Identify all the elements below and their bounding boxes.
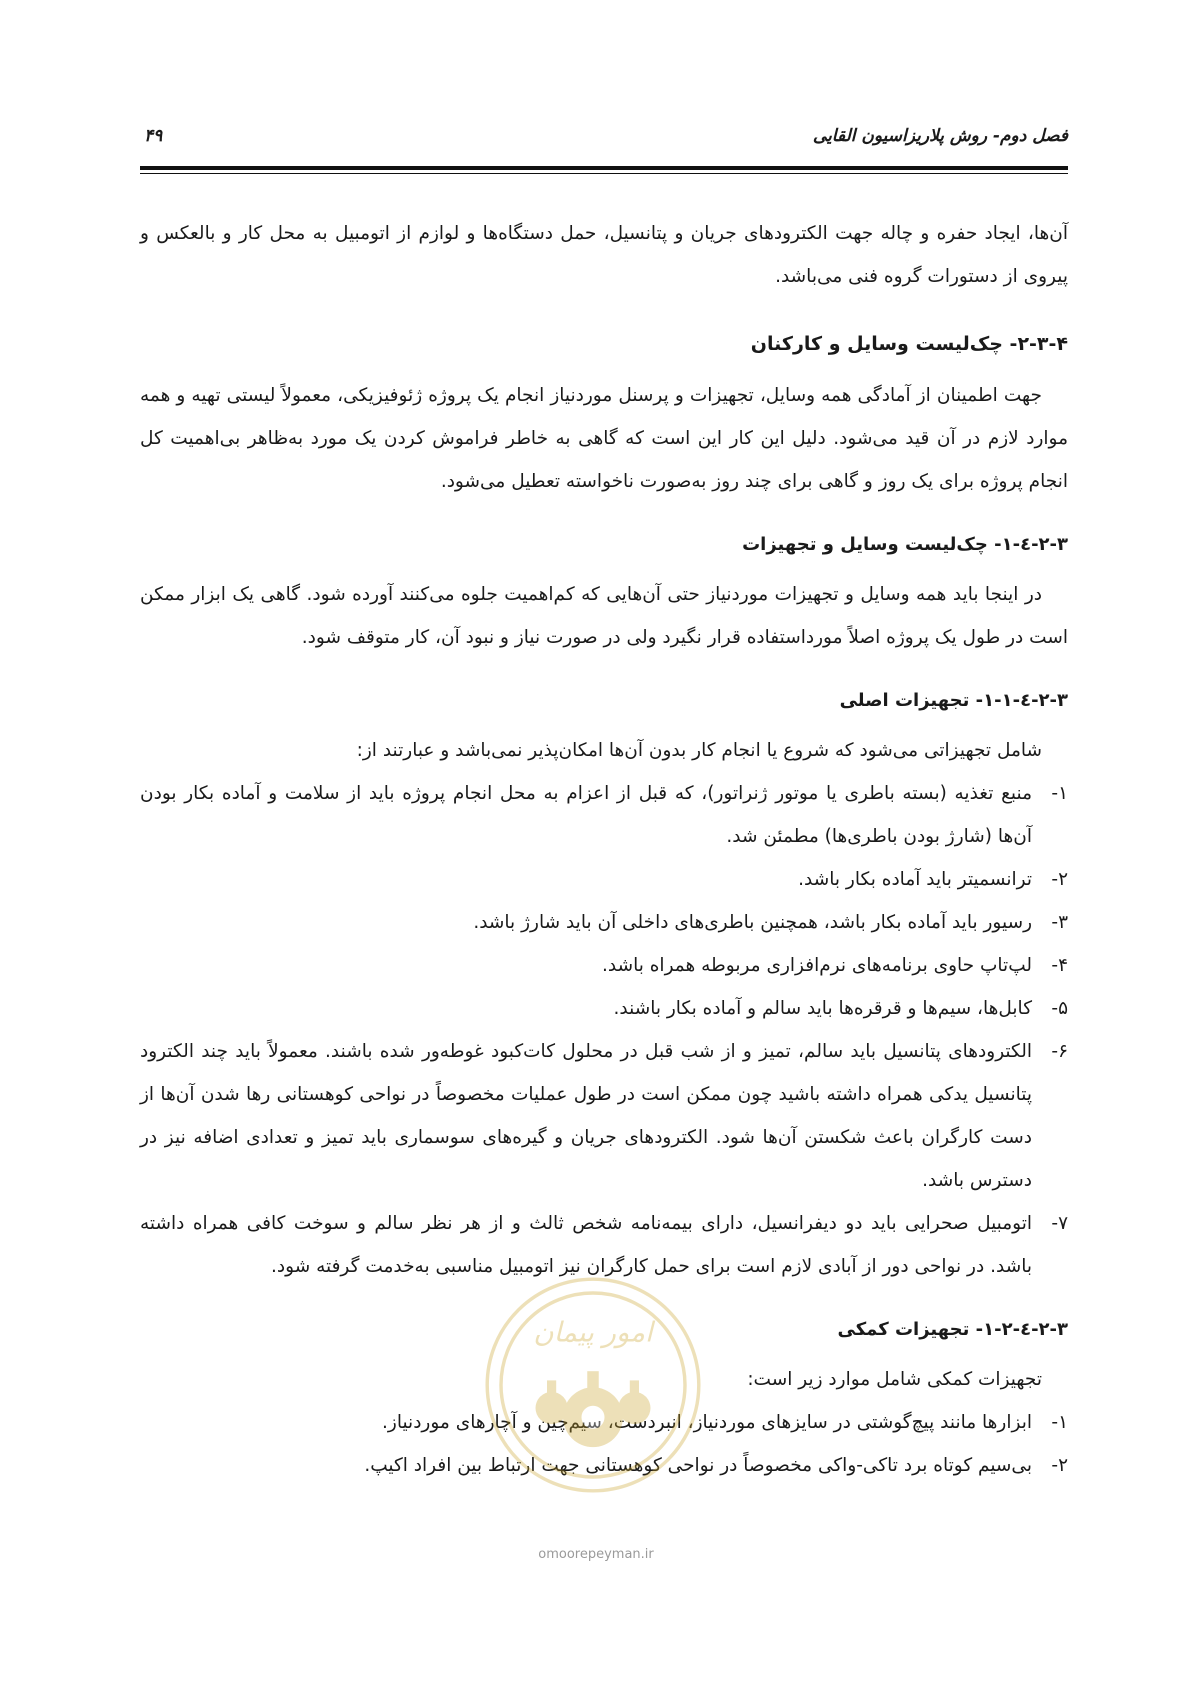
list-item (140, 944, 1068, 987)
section-heading-checklist-equipment: ۲-۳-٤-۱- چک‌لیست وسایل و تجهیزات (742, 534, 1068, 555)
list-item-text: لپ‌تاپ حاوی برنامه‌های نرم‌افزاری مربوطه همراه باشد. (601, 955, 1032, 976)
watermark-site: omoorepeyman.ir (538, 1547, 654, 1562)
list-item-number: ۳- (1051, 912, 1068, 933)
list-item-number: ۲- (1051, 869, 1068, 890)
section-heading-main-equipment: ۲-۳-٤-۱-۱- تجهیزات اصلی (839, 690, 1068, 711)
section-heading-aux-equipment: ۲-۳-٤-۱-۲- تجهیزات کمکی (837, 1319, 1068, 1340)
list-item-text: بی‌سیم کوتاه برد تاکی-واکی مخصوصاً در نواحی کوهستانی جهت ارتباط بین افراد اکیپ. (364, 1455, 1032, 1476)
list-item-text: کابل‌ها، سیم‌ها و قرقره‌ها باید سالم و آماده بکار باشند. (613, 998, 1032, 1019)
list-item (140, 772, 1068, 858)
list-item-number: ۱- (1051, 783, 1068, 804)
list-item-text: الکترودهای پتانسیل باید سالم، تمیز و از شب قبل در محلول کات‌کبود غوطه‌ور شده باشند. معمولاً باید چند الکترود پتانسیل یدکی همراه داشته باشید چون ممکن است در طول عملیات مخصوصاً در نواحی کوهستانی رها شدن آن‌ها از دست کارگران باعث شکستن آن‌ها شود. الکترودهای جریان و گیره‌های سوسماری باید تمیز و تعدادی اضافه نیز در دسترس باشد. (140, 1041, 1032, 1191)
list-item-text: رسیور باید آماده بکار باشد، همچنین باطری‌های داخلی آن باید شارژ باشد. (473, 912, 1032, 933)
list-item-text: ترانسمیتر باید آماده بکار باشد. (798, 869, 1032, 890)
aux-equipment-list (140, 1401, 1068, 1487)
page-number: ۴۹ (144, 126, 163, 146)
list-item-number: ۵- (1051, 998, 1068, 1019)
main-equipment-list (140, 772, 1068, 1288)
list-item (140, 901, 1068, 944)
list-item-number: ۷- (1051, 1213, 1068, 1234)
page-body (140, 212, 1068, 1487)
page-header (140, 126, 1068, 156)
list-item-number: ۱- (1051, 1412, 1068, 1433)
list-item-text: منبع تغذیه (بسته باطری یا موتور ژنراتور)، که قبل از اعزام به محل انجام پروژه باید از سلامت و آماده بکار بودن آن‌ها (شارژ بودن باطری‌ها) مطمئن شد. (140, 783, 1032, 847)
list-item (140, 987, 1068, 1030)
chapter-title: فصل دوم- روش پلاریزاسیون القایی (812, 126, 1068, 146)
list-item-number: ۴- (1051, 955, 1068, 976)
list-item (140, 858, 1068, 901)
list-item (140, 1030, 1068, 1202)
paragraph-checklist-equipment: در اینجا باید همه وسایل و تجهیزات موردنیاز حتی آن‌هایی که کم‌اهمیت جلوه می‌کنند آورده شود. گاهی یک ابزار ممکن است در طول یک پروژه اصلاً مورداستفاده قرار نگیرد ولی در صورت نیاز و نبود آن، کار متوقف شود. (140, 584, 1068, 648)
intro-paragraph: آن‌ها، ایجاد حفره و چاله جهت الکترودهای جریان و پتانسیل، حمل دستگاه‌ها و لوازم از اتومبیل به محل کار و بالعکس و پیروی از دستورات گروه فنی می‌باشد. (140, 223, 1068, 287)
list-item (140, 1202, 1068, 1288)
list-item-text: ابزارها مانند پیچ‌گوشتی در سایزهای موردنیاز، انبردست، سیم‌چین و آچارهای موردنیاز. (382, 1412, 1032, 1433)
list-item-text: اتومبیل صحرایی باید دو دیفرانسیل، دارای بیمه‌نامه شخص ثالث و از هر نظر سالم و سوخت کافی همراه داشته باشد. در نواحی دور از آبادی لازم است برای حمل کارگران نیز اتومبیل مناسبی به‌خدمت گرفته شود. (140, 1213, 1032, 1277)
watermark-logo-text: امور پیمان (533, 1315, 653, 1349)
list-item (140, 1401, 1068, 1444)
list-item-number: ۶- (1051, 1041, 1068, 1062)
list-item (140, 1444, 1068, 1487)
header-rule-thick (140, 166, 1068, 170)
list-item-number: ۲- (1051, 1455, 1068, 1476)
paragraph-checklist-staff: جهت اطمینان از آمادگی همه وسایل، تجهیزات و پرسنل موردنیاز انجام یک پروژه ژئوفیزیکی، معمولاً لیستی تهیه و همه موارد لازم در آن قید می‌شود. دلیل این کار این است که گاهی به خاطر فراموش کردن یک مورد به‌ظاهر بی‌اهمیت کل انجام پروژه برای یک روز و گاهی برای چند روز به‌صورت ناخواسته تعطیل می‌شود. (140, 385, 1068, 492)
main-equipment-intro: شامل تجهیزاتی می‌شود که شروع یا انجام کار بدون آن‌ها امکان‌پذیر نمی‌باشد و عبارتند از: (356, 740, 1042, 761)
header-rule-thin (140, 173, 1068, 174)
section-heading-checklist-staff: ۲-۳-۴- چک‌لیست وسایل و کارکنان (750, 333, 1068, 355)
aux-equipment-intro: تجهیزات کمکی شامل موارد زیر است: (747, 1369, 1042, 1390)
